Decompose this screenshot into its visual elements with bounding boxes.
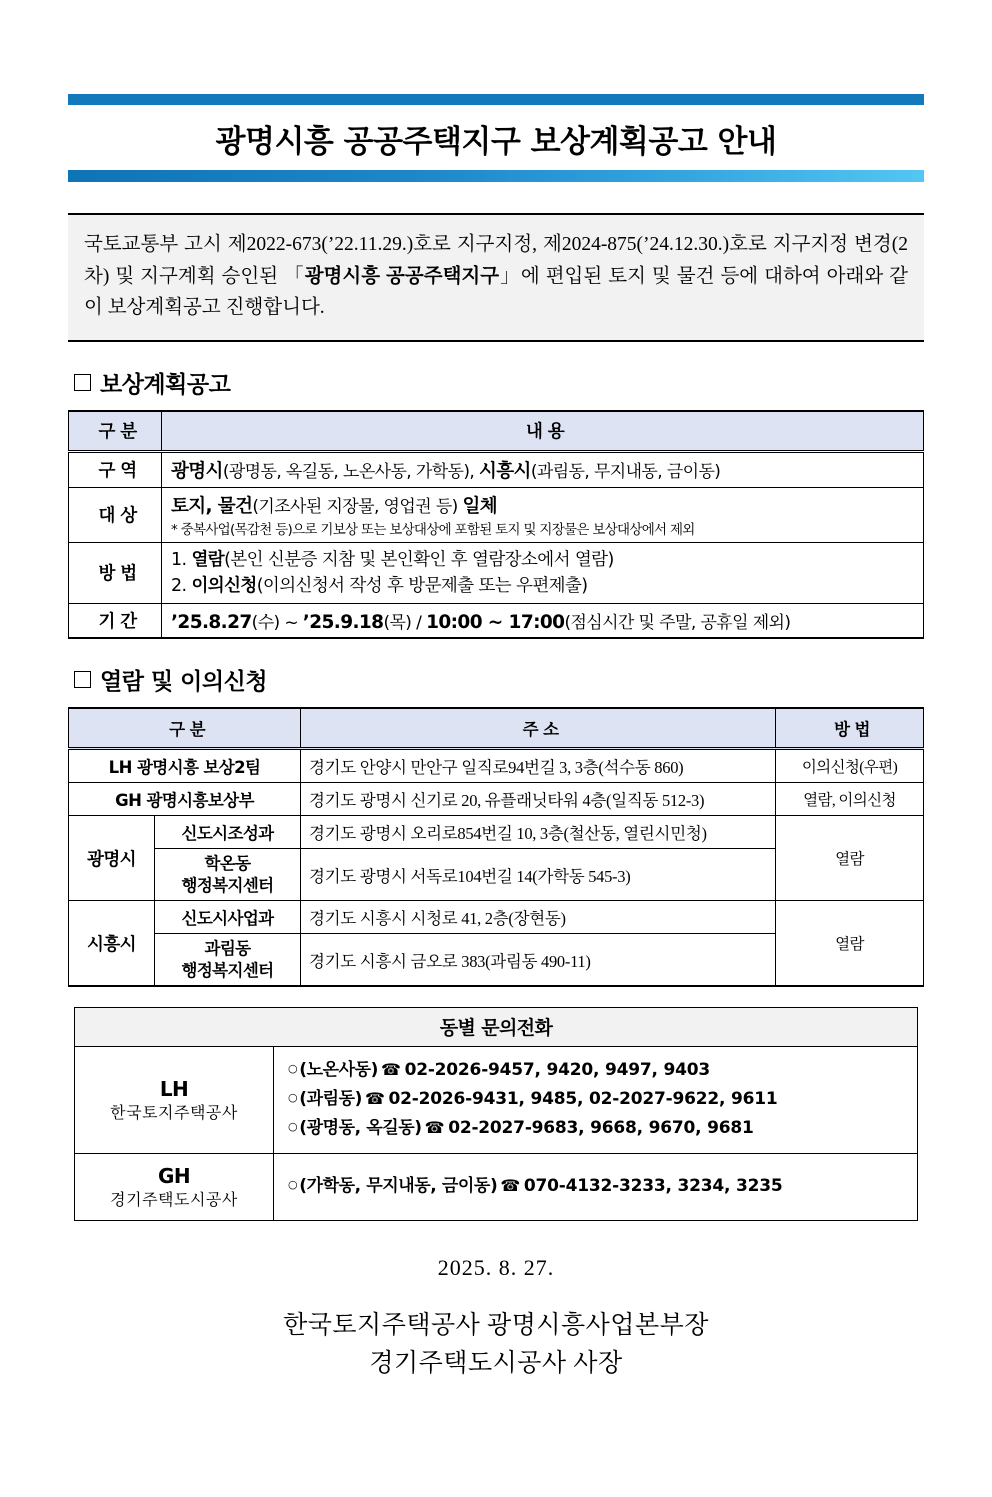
method-line-2 [171,573,917,599]
intro-text-part1: 국토교통부 고시 제2022-673(’22.11.29.)호로 지구지정, 제2024-875(’24.12.30.)호로 지구지정 변경(2차) 및 지구계획 승인된 「 [84,234,908,287]
area-dongs-gwangmyeong: (광명동, 옥길동, 노온사동, 가학동), [222,461,480,482]
section-heading-viewing-objection [74,663,924,696]
method-lh: 이의신청(우편) [776,749,924,783]
target-detail: (기조사된 지장물, 영업권 등) [252,496,463,517]
viewing-location-table [68,707,924,987]
phone-item [288,1172,913,1201]
period-sep-1: (수) ~ [251,613,303,634]
target-exclusion-note: * 중복사업(목감천 등)으로 기보상 또는 보상대상에 포함된 토지 및 지장물은 보상대상에서 제외 [171,521,695,538]
method-2-number: 2. [171,575,192,596]
title-bar-bottom-gradient [68,170,924,182]
header-address: 주 소 [301,708,776,749]
phone-item [288,1114,913,1143]
title-banner [68,94,924,182]
signature-block [68,1307,924,1383]
checkbox-square-icon [74,374,91,391]
corp-abbr-gh: GH [158,1163,190,1188]
period-start-date: ’25.8.27 [171,612,252,634]
corp-fullname-lh: 한국토지주택공사 [110,1104,238,1122]
page-title: 광명시흥 공공주택지구 보상계획공고 안내 [215,124,777,160]
city-siheung: 시흥시 [69,901,155,986]
area-city-siheung: 시흥시 [479,460,531,482]
row-label-period: 기 간 [69,604,162,639]
row-label-area: 구 역 [69,451,162,487]
phone-numbers: 02-2026-9457, 9420, 9497, 9403 [404,1059,711,1080]
target-bold-2: 일체 [462,495,498,517]
header-method: 방 법 [776,708,924,749]
method-gwangmyeong: 열람 [776,816,924,901]
method-line-1 [171,547,917,573]
phone-row-lh [75,1046,918,1153]
row-value-area [162,451,924,487]
area-city-gwangmyeong: 광명시 [171,460,223,482]
dept-hakon-line1: 학온동 [204,854,251,874]
signature-line-2: 경기주택도시공사 사장 [369,1350,623,1378]
section1-heading-label: 보상계획공고 [100,371,231,398]
header-category-2: 구 분 [69,708,301,749]
phone-dong-label: (광명동, 옥길동) [299,1118,422,1139]
table-row-siheung-1 [69,901,924,934]
phone-dong-label: (가학동, 무지내동, 금이동) [299,1176,498,1197]
phone-numbers: 02-2027-9683, 9668, 9670, 9681 [448,1118,754,1139]
header-content: 내 용 [162,411,924,452]
address-hakon-center: 경기도 광명시 서독로104번길 14(가학동 545-3) [301,849,776,901]
phone-table-wrapper [68,1007,924,1221]
signature-line-1: 한국토지주택공사 광명시흥사업본부장 [283,1312,709,1340]
table-row-target [69,487,924,542]
city-gwangmyeong: 광명시 [69,816,155,901]
address-gwangmyeong-newtown: 경기도 광명시 오리로854번길 10, 3층(철산동, 열린시민청) [301,816,776,849]
org-name-lh: LH 광명시흥 보상2팀 [69,749,301,783]
telephone-icon: ☎ [500,1176,520,1196]
method-1-detail: (본인 신분증 지참 및 본인확인 후 열람장소에서 열람) [224,549,614,570]
compensation-plan-table [68,410,924,640]
dept-gwarim-line2: 행정복지센터 [181,960,274,980]
method-2-detail: (이의신청서 작성 후 방문제출 또는 우편제출) [256,575,588,596]
dept-gwarim-center [155,934,301,986]
table-row-gh [69,783,924,816]
document-page [0,94,992,1497]
table-header-row-2 [69,708,924,749]
address-siheung-newtown: 경기도 시흥시 시청로 41, 2층(장현동) [301,901,776,934]
title-bar-top [68,94,924,105]
period-hours: 10:00 ~ 17:00 [426,612,565,634]
method-gh: 열람, 이의신청 [776,783,924,816]
target-main-line [171,492,917,518]
row-label-target: 대 상 [69,487,162,542]
corp-cell-lh [75,1046,274,1153]
dept-siheung-newtown: 신도시사업과 [155,901,301,934]
contact-phone-table [74,1007,918,1221]
bullet-circle-icon: ○ [288,1178,298,1192]
corp-fullname-gh: 경기주택도시공사 [110,1191,238,1209]
phone-item [288,1056,913,1085]
bullet-circle-icon: ○ [288,1120,298,1134]
intro-district-name: 광명시흥 공공주택지구 [304,265,500,287]
method-siheung: 열람 [776,901,924,986]
period-sep-2: (목) / [383,613,427,634]
header-category: 구 분 [69,411,162,452]
dept-gwangmyeong-newtown: 신도시조성과 [155,816,301,849]
table-row-lh [69,749,924,783]
document-footer [68,1255,924,1383]
row-label-method: 방 법 [69,542,162,604]
phone-item [288,1085,913,1114]
phone-numbers: 02-2026-9431, 9485, 02-2027-9622, 9611 [388,1089,778,1110]
telephone-icon: ☎ [424,1118,445,1138]
telephone-icon: ☎ [365,1089,385,1109]
period-exclusion: (점심시간 및 주말, 공휴일 제외) [564,613,791,634]
method-2-title: 이의신청 [191,575,257,596]
phone-list-gh [274,1153,918,1221]
address-gh: 경기도 광명시 신기로 20, 유플래닛타워 4층(일직동 512-3) [301,783,776,816]
bullet-circle-icon: ○ [288,1091,298,1105]
phone-row-gh [75,1153,918,1221]
phone-dong-label: (노온사동) [299,1059,379,1080]
dept-hakon-center [155,849,301,901]
area-dongs-siheung: (과림동, 무지내동, 금이동) [530,461,721,482]
bullet-circle-icon: ○ [288,1061,298,1075]
target-bold-1: 토지, 물건 [171,495,253,517]
intro-text-part2: 」에 편입된 토지 및 물건 등에 대하여 아래와 같이 보상계획공고 진행합니다. [84,265,908,319]
phone-numbers: 070-4132-3233, 3234, 3235 [523,1176,783,1197]
telephone-icon: ☎ [381,1059,401,1079]
checkbox-square-icon-2 [74,671,91,688]
table-row-area [69,451,924,487]
corp-cell-gh [75,1153,274,1221]
method-1-title: 열람 [191,549,225,570]
corp-abbr-lh: LH [159,1076,189,1101]
dept-hakon-line2: 행정복지센터 [181,875,274,895]
phone-table-header: 동별 문의전화 [75,1007,918,1046]
table-header-row [69,411,924,452]
table-row-method [69,542,924,604]
phone-dong-label: (과림동) [299,1089,363,1110]
address-gwarim-center: 경기도 시흥시 금오로 383(과림동 490-11) [301,934,776,986]
phone-table-header-row [75,1007,918,1046]
row-value-method [162,542,924,604]
method-1-number: 1. [171,549,192,570]
section2-heading-label: 열람 및 이의신청 [100,669,268,696]
row-value-period [162,604,924,639]
address-lh: 경기도 안양시 만안구 일직로94번길 3, 3층(석수동 860) [301,749,776,783]
phone-list-lh [274,1046,918,1153]
period-end-date: ’25.9.18 [302,612,384,634]
dept-gwarim-line1: 과림동 [204,939,251,959]
intro-paragraph [68,213,924,342]
row-value-target [162,487,924,542]
table-row-gwangmyeong-1 [69,816,924,849]
table-row-period [69,604,924,639]
section-heading-compensation-plan [74,366,924,399]
issue-date: 2025. 8. 27. [437,1255,555,1281]
org-name-gh: GH 광명시흥보상부 [69,783,301,816]
